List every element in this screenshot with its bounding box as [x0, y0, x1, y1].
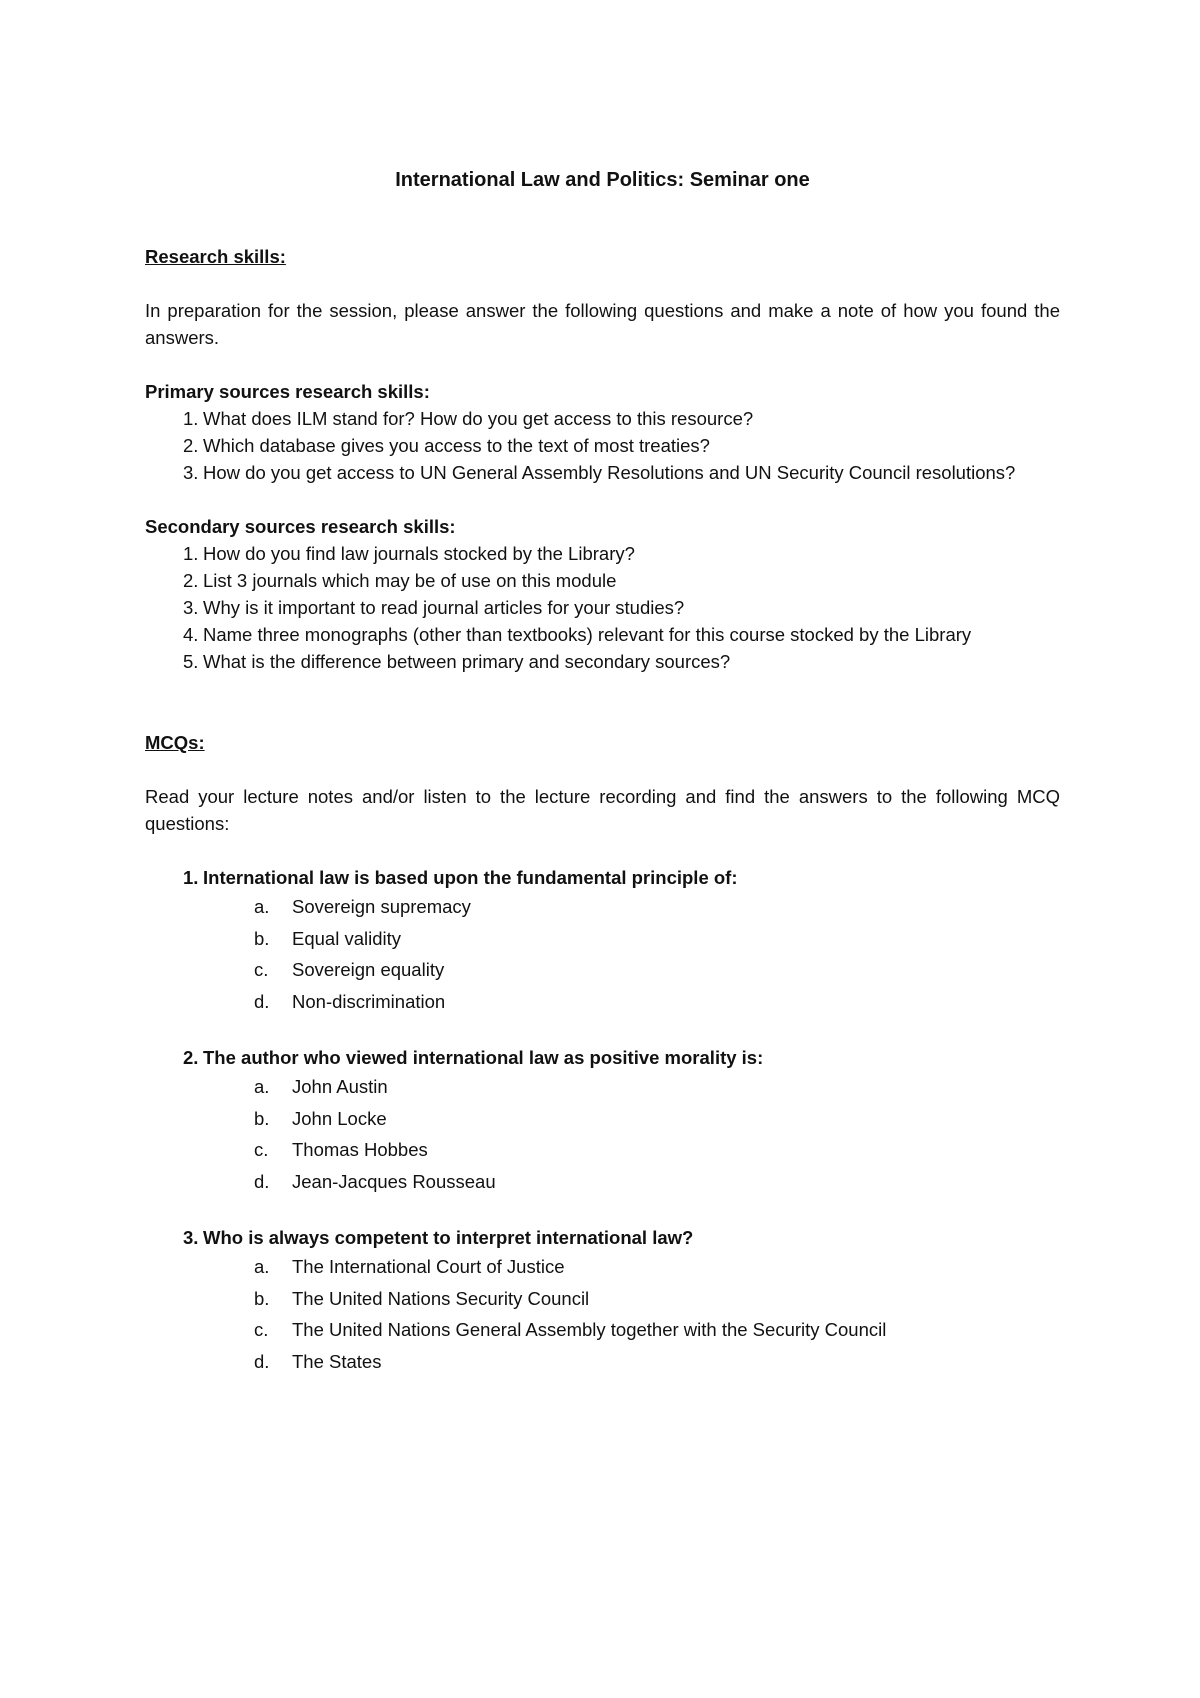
- list-item: [145, 648, 1060, 675]
- mcq-option-text: The United Nations Security Council: [292, 1287, 590, 1309]
- mcq-question-number: 1.: [183, 867, 199, 888]
- mcq-option: [145, 1251, 1060, 1283]
- mcq-option: [145, 1314, 1060, 1346]
- mcq-option-letter: b.: [254, 1287, 270, 1309]
- mcq-option-text: John Locke: [292, 1107, 387, 1129]
- mcq-option-letter: b.: [254, 1107, 270, 1129]
- list-item-number: 1.: [183, 408, 199, 429]
- mcq-options: [145, 1251, 1060, 1377]
- list-item: [145, 540, 1060, 567]
- mcq-option: [145, 891, 1060, 923]
- list-item: [145, 567, 1060, 594]
- list-item-number: 3.: [183, 462, 199, 483]
- secondary-sources-list: [145, 540, 1060, 675]
- document-title: International Law and Politics: Seminar one: [395, 169, 810, 191]
- mcq-option-text: Sovereign supremacy: [292, 896, 471, 917]
- mcq-options: [145, 891, 1060, 1017]
- list-item-text: Why is it important to read journal articles for your studies?: [203, 597, 685, 618]
- mcq-option-text: The States: [292, 1350, 382, 1372]
- mcq-option: [145, 1071, 1060, 1103]
- mcq-question-label: Who is always competent to interpret international law?: [203, 1227, 694, 1248]
- mcq-option-text: The International Court of Justice: [292, 1256, 565, 1277]
- mcq-option-letter: a.: [254, 896, 270, 917]
- secondary-sources-heading: Secondary sources research skills:: [145, 516, 456, 537]
- mcq-option-letter: c.: [254, 1319, 269, 1340]
- mcq-option: [145, 1103, 1060, 1135]
- mcq-option-letter: b.: [254, 927, 270, 949]
- list-item: [145, 432, 1060, 459]
- mcq-option-text: Jean-Jacques Rousseau: [292, 1170, 496, 1192]
- mcq-option-letter: d.: [254, 1350, 270, 1372]
- research-skills-heading: Research skills:: [145, 246, 286, 267]
- list-item-text: What is the difference between primary and secondary sources?: [203, 651, 731, 672]
- list-item-number: 2.: [183, 570, 199, 591]
- mcq-option: [145, 923, 1060, 955]
- document-page: [145, 165, 1060, 1404]
- mcq-options: [145, 1071, 1060, 1197]
- list-item: [145, 405, 1060, 432]
- list-item: [145, 594, 1060, 621]
- mcq-question-number: 2.: [183, 1047, 199, 1068]
- mcq-question-1: [145, 864, 1060, 1017]
- mcq-question-text: [145, 1224, 1060, 1251]
- mcq-option: [145, 954, 1060, 986]
- mcq-option: [145, 1346, 1060, 1378]
- mcq-option-text: Thomas Hobbes: [292, 1139, 428, 1160]
- section-spacer: [145, 702, 1060, 729]
- mcq-question-text: [145, 1044, 1060, 1071]
- mcq-option-letter: a.: [254, 1076, 270, 1097]
- mcq-option-letter: a.: [254, 1256, 270, 1277]
- mcq-option-text: The United Nations General Assembly together with the Security Council: [292, 1319, 887, 1340]
- mcqs-intro: Read your lecture notes and/or listen to the lecture recording and find the answers to the following MCQ questions:: [145, 786, 1060, 834]
- mcq-question-2: [145, 1044, 1060, 1197]
- list-item-number: 1.: [183, 543, 199, 564]
- list-item-number: 2.: [183, 435, 199, 456]
- list-item-text: How do you get access to UN General Assembly Resolutions and UN Security Council resolutions?: [203, 462, 1016, 483]
- list-item-number: 3.: [183, 597, 199, 618]
- mcq-option-letter: c.: [254, 959, 269, 980]
- research-intro: In preparation for the session, please answer the following questions and make a note of how you found the answers.: [145, 300, 1060, 348]
- mcq-option-letter: d.: [254, 1170, 270, 1192]
- list-item-text: What does ILM stand for? How do you get access to this resource?: [203, 408, 754, 429]
- mcq-option: [145, 986, 1060, 1018]
- list-item-text: How do you find law journals stocked by the Library?: [203, 543, 635, 564]
- mcq-option: [145, 1283, 1060, 1315]
- list-item-text: Name three monographs (other than textbooks) relevant for this course stocked by the Library: [203, 624, 972, 645]
- mcq-option-text: John Austin: [292, 1076, 388, 1097]
- mcqs-heading: MCQs:: [145, 732, 205, 753]
- mcq-question-label: International law is based upon the fundamental principle of:: [203, 867, 738, 888]
- list-item: [145, 621, 1060, 648]
- mcq-option: [145, 1134, 1060, 1166]
- mcq-option-letter: c.: [254, 1139, 269, 1160]
- mcq-question-label: The author who viewed international law as positive morality is:: [203, 1047, 764, 1068]
- primary-sources-list: [145, 405, 1060, 486]
- mcq-option-letter: d.: [254, 990, 270, 1012]
- mcq-question-text: [145, 864, 1060, 891]
- list-item-text: Which database gives you access to the text of most treaties?: [203, 435, 710, 456]
- list-item-number: 4.: [183, 624, 199, 645]
- mcq-question-number: 3.: [183, 1227, 199, 1248]
- mcq-option-text: Equal validity: [292, 927, 402, 949]
- list-item: [145, 459, 1060, 486]
- mcq-option-text: Non-discrimination: [292, 990, 446, 1012]
- mcq-option-text: Sovereign equality: [292, 959, 445, 980]
- list-item-text: List 3 journals which may be of use on this module: [203, 570, 617, 591]
- mcq-option: [145, 1166, 1060, 1198]
- list-item-number: 5.: [183, 651, 199, 672]
- mcq-question-3: [145, 1224, 1060, 1377]
- primary-sources-heading: Primary sources research skills:: [145, 381, 430, 402]
